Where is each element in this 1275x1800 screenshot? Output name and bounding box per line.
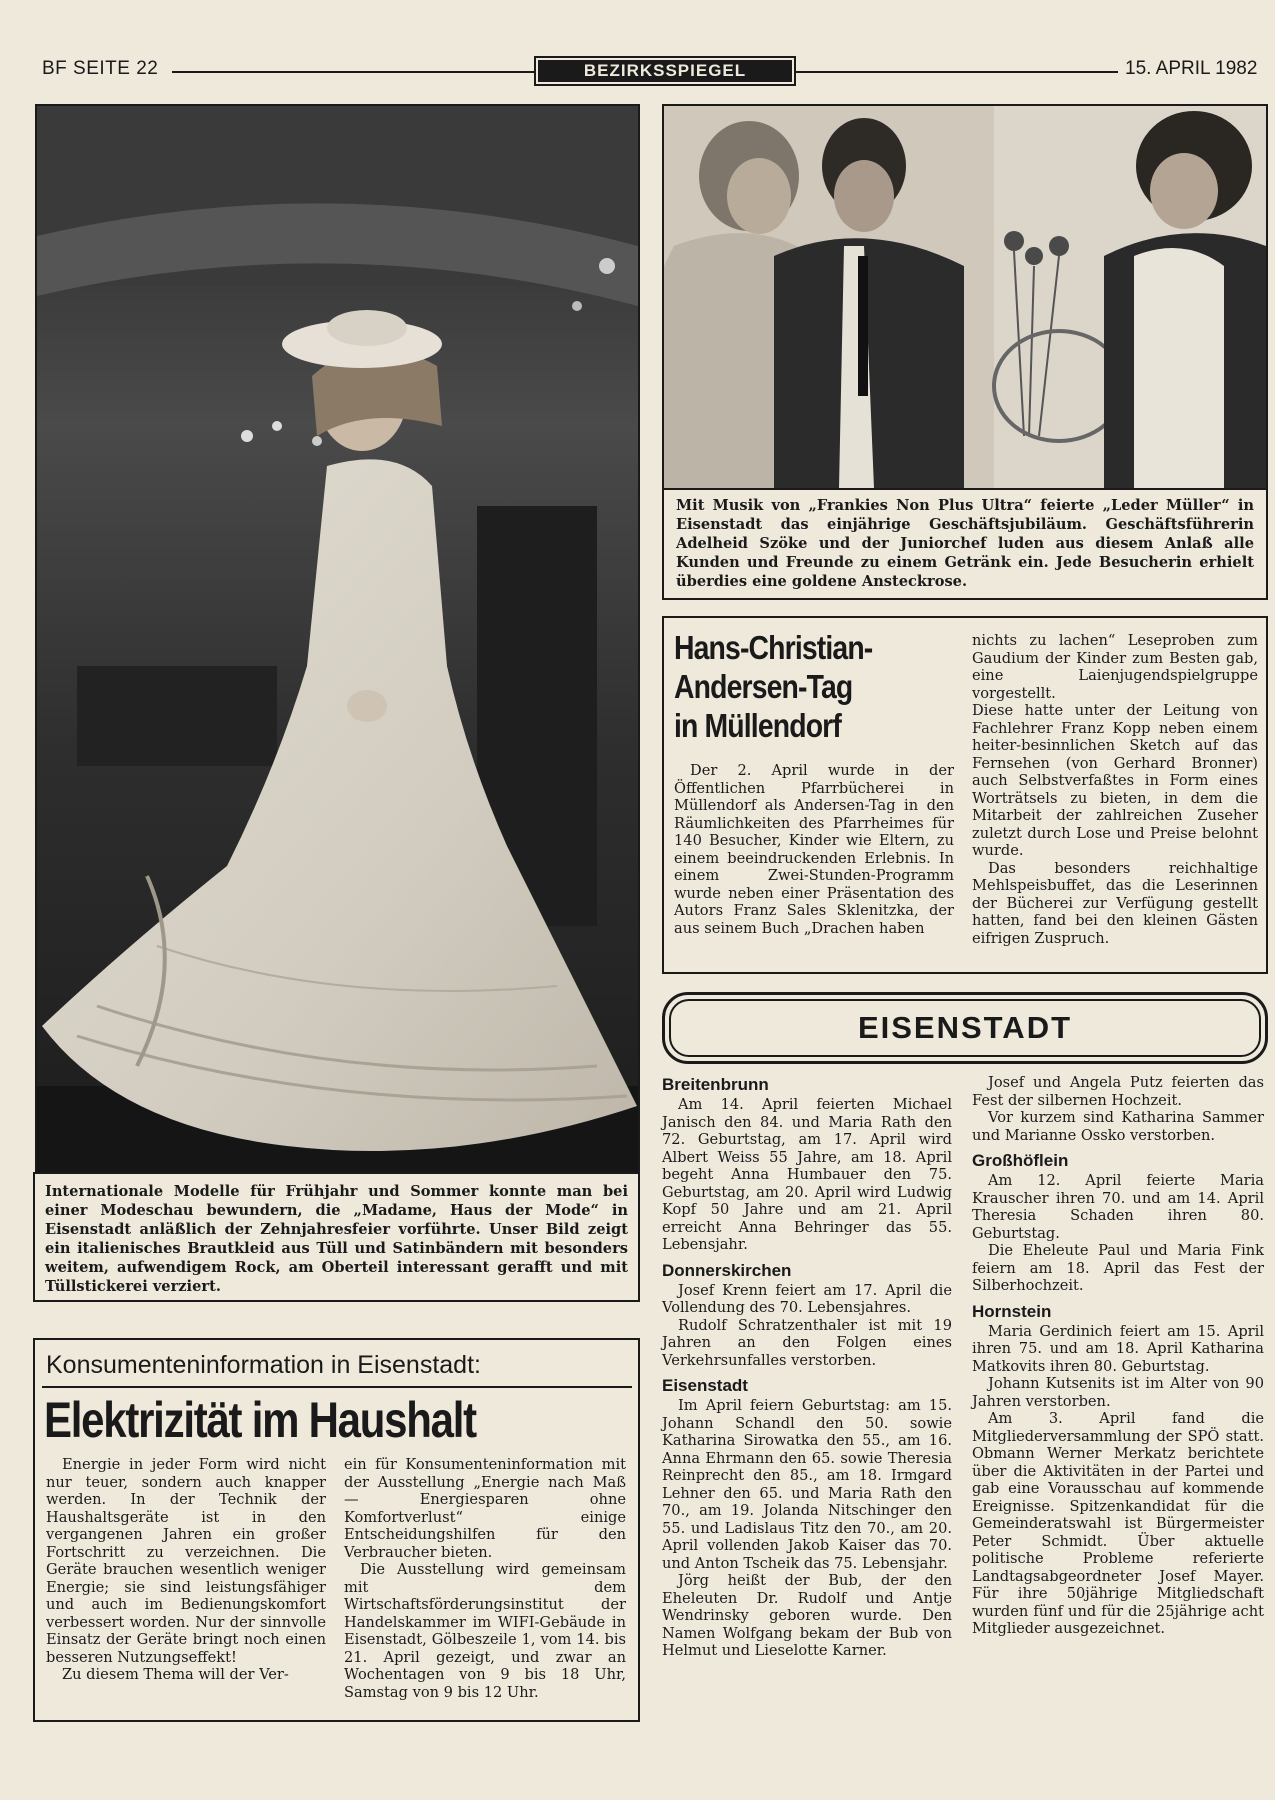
subhead-donnerskirchen: Donnerskirchen [662, 1260, 792, 1280]
grosshoeflein-paragraph-2: Die Eheleute Paul und Maria Fink feiern am 18. April das Fest der Silberhochzeit. [972, 1242, 1264, 1294]
consumer-info-kicker-rule [42, 1386, 632, 1388]
leder-mueller-caption: Mit Musik von „Frankies Non Plus Ultra“ feierte „Leder Müller“ in Eisenstadt das einjährige Geschäftsjubiläum. Geschäftsführerin Adelheid Szöke und der Juniorchef luden aus diesem Anlaß alle Kunden und Freunde zu einem Getränk ein. Jede Besucherin erhielt überdies eine goldene Ansteckrose. [662, 488, 1268, 600]
fashion-show-photo [35, 104, 640, 1174]
eisenstadt-paragraph-2: Jörg heißt der Bub, der den Eheleuten Dr. Rudolf und Antje Wendrinsky geboren wurde. Den Namen Wolfgang bekam der Bub von Helmut und Lieselotte Karner. [662, 1572, 952, 1659]
subhead-eisenstadt: Eisenstadt [662, 1376, 748, 1395]
subhead-breitenbrunn: Breitenbrunn [662, 1075, 769, 1094]
eisenstadt-column-1 [662, 1074, 952, 1660]
andersen-headline [674, 628, 932, 745]
andersen-column-2 [972, 632, 1258, 947]
issue-date: 15. APRIL 1982 [1125, 58, 1258, 79]
consumer-info-column-1 [46, 1456, 326, 1684]
andersen-headline-line-1: Hans-Christian- [674, 629, 873, 666]
donnerskirchen-paragraph-1: Josef Krenn feiert am 17. April die Vollendung des 70. Lebensjahres. [662, 1281, 952, 1316]
consumer-info-headline: Elektrizität im Haushalt [44, 1392, 476, 1448]
eisenstadt-paragraph-1: Im April feiern Geburtstag: am 15. Johann Schandl den 50. sowie Katharina Sirowatka den 55., am 16. Anna Ehrmann den 65. sowie Theresia Reinprecht den 85., am 18. Irmgard Lehner den 65. und Maria Rath den 70., am 19. Jolanda Nitschinger den 55. und Ladislaus Titz den 70., am 20. April vollenden Jakob Kaiser das 70. und Anton Tscheik das 75. Lebensjahr. [662, 1397, 952, 1572]
subhead-hornstein: Hornstein [972, 1301, 1052, 1321]
putz-paragraph: Josef und Angela Putz feierten das Fest der silbernen Hochzeit. [972, 1074, 1264, 1109]
hornstein-paragraph-2: Johann Kutsenits ist im Alter von 90 Jahren verstorben. [972, 1375, 1264, 1410]
header-rule-left [172, 71, 534, 73]
hornstein-paragraph-3: Am 3. April fand die Mitgliederversammlung der SPÖ statt. Obmann Werner Merkatz berichtete über die Aktivitäten in der Partei und gab eine Vorausschau auf kommende Ereignisse. Spitzenkandidat für die Gemeinderatswahl ist Bürgermeister Peter Schmidt. Über aktuelle politische Probleme referierte Landtagsabgeordneter Josef Mayer. Für ihre 50jährige Mitgliedschaft wurden fünf und für die 25jährige acht Mitglieder ausgezeichnet. [972, 1410, 1264, 1637]
andersen-paragraph-4: Das besonders reichhaltige Mehlspeisbuffet, das die Leserinnen der Bücherei zur Verfügung gestellt hatten, fand bei den kleinen Gästen eifrigen Zuspruch. [972, 859, 1258, 947]
eisenstadt-banner-label: EISENSTADT [669, 999, 1261, 1057]
andersen-paragraph-2: nichts zu lachen“ Leseproben zum Gaudium der Kinder zum Besten gab, eine Laienjugendspielgruppe vorgestellt. [972, 632, 1258, 702]
eisenstadt-banner [662, 992, 1268, 1064]
consumer-info-column-2 [344, 1456, 626, 1701]
andersen-headline-line-3: in Müllendorf [674, 707, 841, 744]
section-label: BEZIRKSSPIEGEL [538, 60, 792, 82]
leder-mueller-photo [662, 104, 1268, 490]
hornstein-paragraph-1: Maria Gerdinich feiert am 15. April ihren 75. und am 18. April Katharina Matkovits ihren 80. Geburtstag. [972, 1322, 1264, 1375]
verstorben-paragraph: Vor kurzem sind Katharina Sammer und Marianne Ossko verstorben. [972, 1109, 1264, 1144]
andersen-paragraph-1: Der 2. April wurde in der Öffentlichen Pfarrbücherei in Müllendorf als Andersen-Tag in den Räumlichkeiten des Pfarrheimes für 140 Besucher, Kinder wie Eltern, zu einem beeindruckenden Erlebnis. In einem Zwei-Stunden-Programm wurde neben einer Präsentation des Autors Franz Sales Sklenitzka, der aus seinem Buch „Drachen haben [674, 762, 954, 937]
donnerskirchen-paragraph-2: Rudolf Schratzenthaler ist mit 19 Jahren an den Folgen eines Verkehrsunfalles verstorben. [662, 1316, 952, 1369]
andersen-column-1 [674, 762, 954, 937]
consumer-info-paragraph-4: Die Ausstellung wird gemeinsam mit dem Wirtschaftsförderungsinstitut der Handelskammer im WIFI-Gebäude in Eisenstadt, Gölbeszeile 1, vom 14. bis 21. April gezeigt, und zwar an Wochentagen von 9 bis 18 Uhr, Samstag von 9 bis 12 Uhr. [344, 1561, 626, 1701]
breitenbrunn-paragraph-1: Am 14. April feierten Michael Janisch den 84. und Maria Rath den 72. Geburtstag, am 17. April wird Albert Weiss 55 Jahre, am 18. April begeht Anna Humbauer den 75. Geburtstag, am 20. April wird Ludwig Kopf 50 Jahre und am 21. April erreicht Anna Behringer das 55. Lebensjahr. [662, 1096, 952, 1253]
page-number: BF SEITE 22 [42, 58, 159, 79]
consumer-info-paragraph-3: ein für Konsumenteninformation mit der Ausstellung „Energie nach Maß — Energiesparen ohne Komfortverlust“ einige Entscheidungshilfen für den Verbraucher bieten. [344, 1456, 626, 1561]
consumer-info-kicker: Konsumenteninformation in Eisenstadt: [46, 1351, 481, 1379]
grosshoeflein-paragraph-1: Am 12. April feierte Maria Krauscher ihren 70. und am 14. April Theresia Schaden ihren 80. Geburtstag. [972, 1172, 1264, 1242]
shop-anniversary-photo-image [664, 106, 1266, 488]
consumer-info-paragraph-2: Zu diesem Thema will der Ver- [62, 1666, 289, 1683]
fashion-photo-caption: Internationale Modelle für Frühjahr und Sommer konnte man bei einer Modeschau bewundern, die „Madame, Haus der Mode“ in Eisenstadt anläßlich der Zehnjahresfeier vorführte. Unser Bild zeigt ein italienisches Brautkleid aus Tüll und Satinbändern mit besonders weitem, aufwendigem Rock, am Oberteil interessant gerafft und mit Tüllstickerei verziert. [33, 1172, 640, 1302]
bridal-gown-photo-image [37, 106, 638, 1172]
subhead-grosshoeflein: Großhöflein [972, 1151, 1069, 1170]
andersen-paragraph-3: Diese hatte unter der Leitung von Fachlehrer Franz Kopp neben einem heiter-besinnlichen Sketch auf das Fernsehen (von Gerhard Bronner) auch Selbstverfaßtes in Form eines Worträtsels zu bieten, in dem die Mitarbeit der zahlreichen Zuseher zuletzt durch Lose und Preise belohnt wurde. [972, 702, 1258, 859]
eisenstadt-column-2 [972, 1074, 1264, 1638]
consumer-info-paragraph-1: Energie in jeder Form wird nicht nur teuer, sondern auch knapper werden. In der Technik der Haushaltsgeräte ist in den vergangenen Jahren ein großer Fortschritt zu verzeichnen. Die Geräte brauchen wesentlich weniger Energie; sie sind leistungsfähiger und auch im Bedienungskomfort verbessert worden. Nur der sinnvolle Einsatz der Geräte bringt noch einen besseren Nutzungseffekt! [46, 1456, 326, 1666]
section-label-box [534, 56, 796, 86]
andersen-headline-line-2: Andersen-Tag [674, 668, 853, 705]
header-rule-right [796, 71, 1118, 73]
